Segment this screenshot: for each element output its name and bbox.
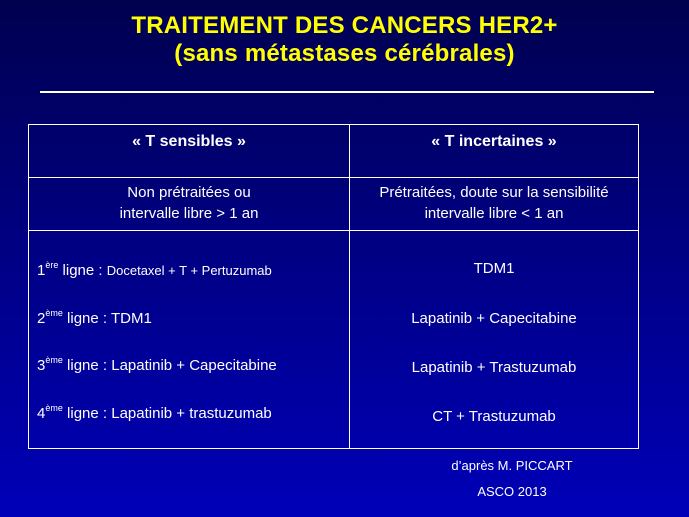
criteria-right-line-2: intervalle libre < 1 an (424, 205, 564, 222)
slide-title (0, 12, 689, 68)
line-item (37, 308, 152, 327)
line-ordinal-suffix: ème (45, 308, 63, 318)
reference-event: ASCO 2013 (477, 484, 547, 499)
criteria-right-line-1: Prétraitées, doute sur la sensibilité (379, 184, 609, 201)
lines-row (29, 231, 639, 449)
title-underline (40, 91, 654, 93)
reference-author: d’après M. PICCART (451, 458, 573, 473)
line-treatment: TDM1 (110, 310, 152, 327)
title-line-2: (sans métastases cérébrales) (174, 40, 515, 67)
criteria-left-line-1: Non prétraitées ou (127, 184, 251, 201)
line-treatment: Lapatinib + Capecitabine (111, 357, 277, 374)
line-treatment: Lapatinib + trastuzumab (111, 405, 272, 422)
criteria-right-cell (350, 178, 639, 231)
line-label: ligne : (62, 310, 111, 327)
line-item (37, 355, 277, 374)
line-ordinal: 1 (37, 262, 46, 279)
right-treatment-item: Lapatinib + Capecitabine (411, 310, 577, 327)
line-ordinal: 2 (37, 310, 46, 327)
line-ordinal: 3 (37, 357, 46, 374)
treatment-table (28, 124, 639, 449)
right-treatment-item: TDM1 (473, 260, 515, 277)
criteria-row (29, 178, 639, 231)
line-ordinal-suffix: ème (45, 403, 63, 413)
line-ordinal-suffix: ère (45, 260, 59, 270)
right-lines-cell (350, 231, 639, 449)
line-label: ligne : (62, 405, 112, 422)
header-t-sensibles: « T sensibles » (29, 125, 350, 178)
header-t-incertaines: « T incertaines » (350, 125, 639, 178)
line-item (37, 403, 272, 422)
line-ordinal: 4 (37, 405, 46, 422)
line-ordinal-suffix: ème (45, 355, 63, 365)
line-treatment: Docetaxel + T + Pertuzumab (106, 263, 272, 278)
criteria-left-cell (29, 178, 350, 231)
line-label: ligne : (62, 357, 112, 374)
title-line-1: TRAITEMENT DES CANCERS HER2+ (131, 12, 558, 39)
right-treatment-item: Lapatinib + Trastuzumab (411, 359, 577, 376)
line-label: ligne : (58, 262, 107, 279)
line-item (37, 260, 272, 279)
header-row (29, 125, 639, 178)
criteria-left-line-2: intervalle libre > 1 an (119, 205, 259, 222)
right-treatment-item: CT + Trastuzumab (432, 408, 556, 425)
left-lines-cell (29, 231, 350, 449)
